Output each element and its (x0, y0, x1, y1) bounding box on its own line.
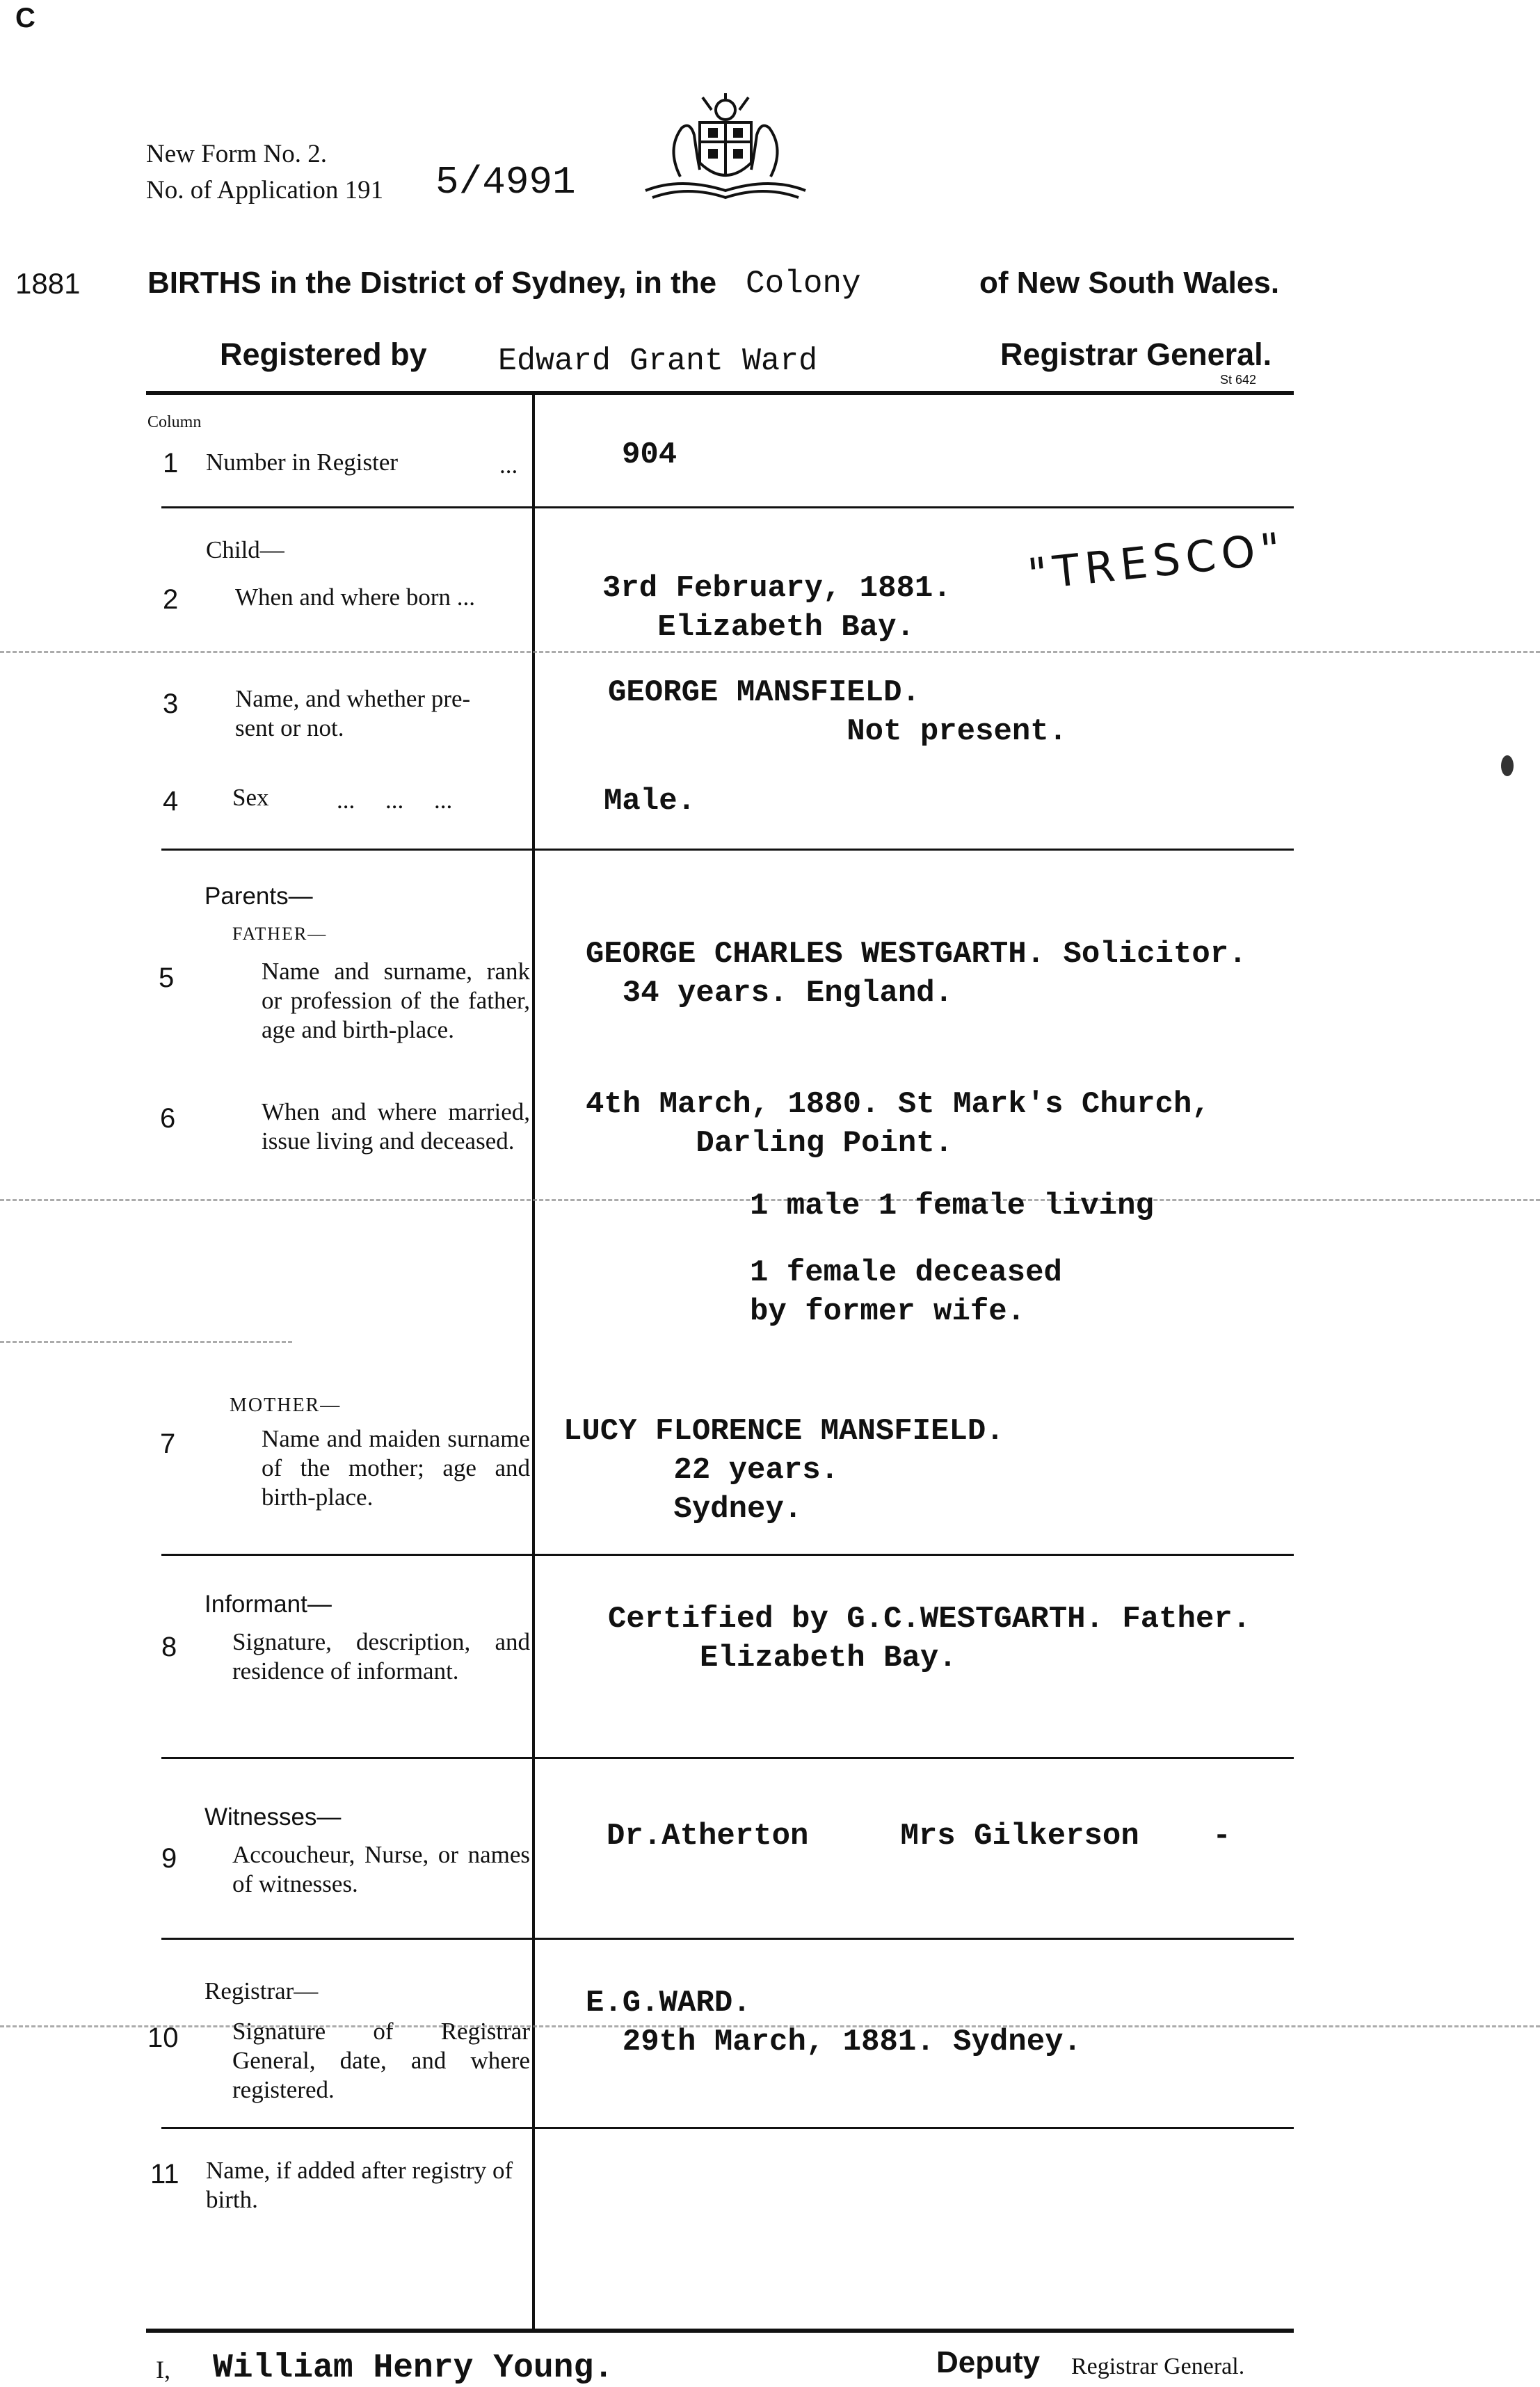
row-label: When and where born ... (235, 584, 476, 611)
footer-rule (146, 2329, 1294, 2333)
corner-mark: C (15, 3, 35, 33)
footer-prefix: I, (156, 2356, 170, 2384)
row-label: Number in Register (206, 449, 399, 476)
handwritten-note: "TRESCO" (1025, 522, 1289, 600)
application-label: No. of Application 191 (146, 176, 384, 204)
row-label: Name, and whether pre- sent or not. (235, 685, 471, 741)
leader-dots: ... ... ... (337, 787, 453, 814)
row-value: E.G.WARD. 29th March, 1881. Sydney. (586, 1986, 1082, 2059)
row-number: 4 (163, 786, 179, 817)
row-label: Accoucheur, Nurse, or names of witnesses. (232, 1841, 530, 1897)
row-value: 3rd February, 1881. Elizabeth Bay. (602, 571, 952, 645)
title-colony: Colony (746, 266, 861, 302)
row-number: 2 (163, 584, 179, 615)
registrar-name: Edward Grant Ward (498, 344, 818, 379)
footer-title: Registrar General. (1071, 2354, 1245, 2379)
row-label: Sex (232, 784, 269, 811)
ink-blot (1501, 755, 1514, 776)
coat-of-arms-seal (639, 93, 812, 204)
section-heading: Witnesses— (204, 1803, 342, 1831)
deputy-registrar-name: William Henry Young. (213, 2349, 614, 2387)
row-value: GEORGE CHARLES WESTGARTH. Solicitor. 34 years. England. (586, 937, 1247, 1011)
row-label: Signature of Registrar General, date, and where registered. (232, 2018, 530, 2103)
header-rule (146, 391, 1294, 395)
deputy-label: Deputy (936, 2345, 1041, 2379)
row-label: Signature, description, and residence of informant. (232, 1628, 530, 1685)
title-state: of New South Wales. (979, 266, 1280, 300)
row-divider (161, 849, 1294, 851)
issue-living: 1 male 1 female living (750, 1189, 1154, 1223)
row-label: Name and surname, rank or profession of the father, age and birth-place. (262, 958, 530, 1043)
row-label: When and where married, issue living and deceased. (262, 1098, 530, 1155)
row-value: Certified by G.C.WESTGARTH. Father. Elizabeth Bay. (608, 1602, 1251, 1675)
row-value: Male. (604, 784, 696, 819)
subsection-heading: FATHER— (232, 924, 328, 944)
registrar-title: Registrar General. (1000, 337, 1272, 372)
row-divider (161, 1757, 1294, 1759)
row-divider (161, 506, 1294, 508)
row-value: GEORGE MANSFIELD. Not present. (608, 675, 1068, 749)
column-label: Column (147, 413, 202, 431)
leader-dots: ... (499, 451, 518, 479)
row-number: 7 (160, 1429, 176, 1459)
subsection-heading: MOTHER— (230, 1395, 342, 1416)
form-number: New Form No. 2. (146, 140, 328, 168)
application-number: 5/4991 (435, 160, 576, 204)
stamp-code: St 642 (1220, 373, 1257, 387)
register-year: 1881 (15, 267, 81, 300)
row-divider (161, 2127, 1294, 2129)
row-value: 4th March, 1880. St Mark's Church, Darling Point. (586, 1087, 1210, 1161)
row-number: 11 (150, 2159, 179, 2189)
fold-crease (0, 1341, 292, 1343)
issue-deceased: 1 female deceased by former wife. (750, 1255, 1062, 1329)
section-heading: Registrar— (204, 1977, 319, 2004)
row-divider (161, 1554, 1294, 1556)
section-heading: Child— (206, 536, 284, 563)
row-divider (161, 1938, 1294, 1940)
row-number: 5 (159, 963, 175, 993)
row-number: 10 (147, 2023, 179, 2053)
row-number: 9 (161, 1843, 177, 1874)
row-number: 8 (161, 1632, 177, 1662)
row-value: 904 (622, 437, 677, 472)
title-district: BIRTHS in the District of Sydney, in the (147, 266, 717, 300)
section-heading: Parents— (204, 883, 313, 910)
row-number: 3 (163, 689, 179, 719)
row-value: Dr.Atherton Mrs Gilkerson - (607, 1819, 1231, 1854)
section-heading: Informant— (204, 1591, 332, 1618)
row-label: Name and maiden surname of the mother; age and birth-place. (262, 1425, 530, 1511)
row-number: 6 (160, 1103, 176, 1134)
registered-by-label: Registered by (220, 337, 427, 372)
fold-crease (0, 651, 1540, 653)
row-value: LUCY FLORENCE MANSFIELD. 22 years. Sydney. (563, 1414, 1004, 1527)
row-number: 1 (163, 448, 179, 479)
row-label: Name, if added after registry of birth. (206, 2157, 513, 2213)
column-divider (532, 395, 535, 2329)
